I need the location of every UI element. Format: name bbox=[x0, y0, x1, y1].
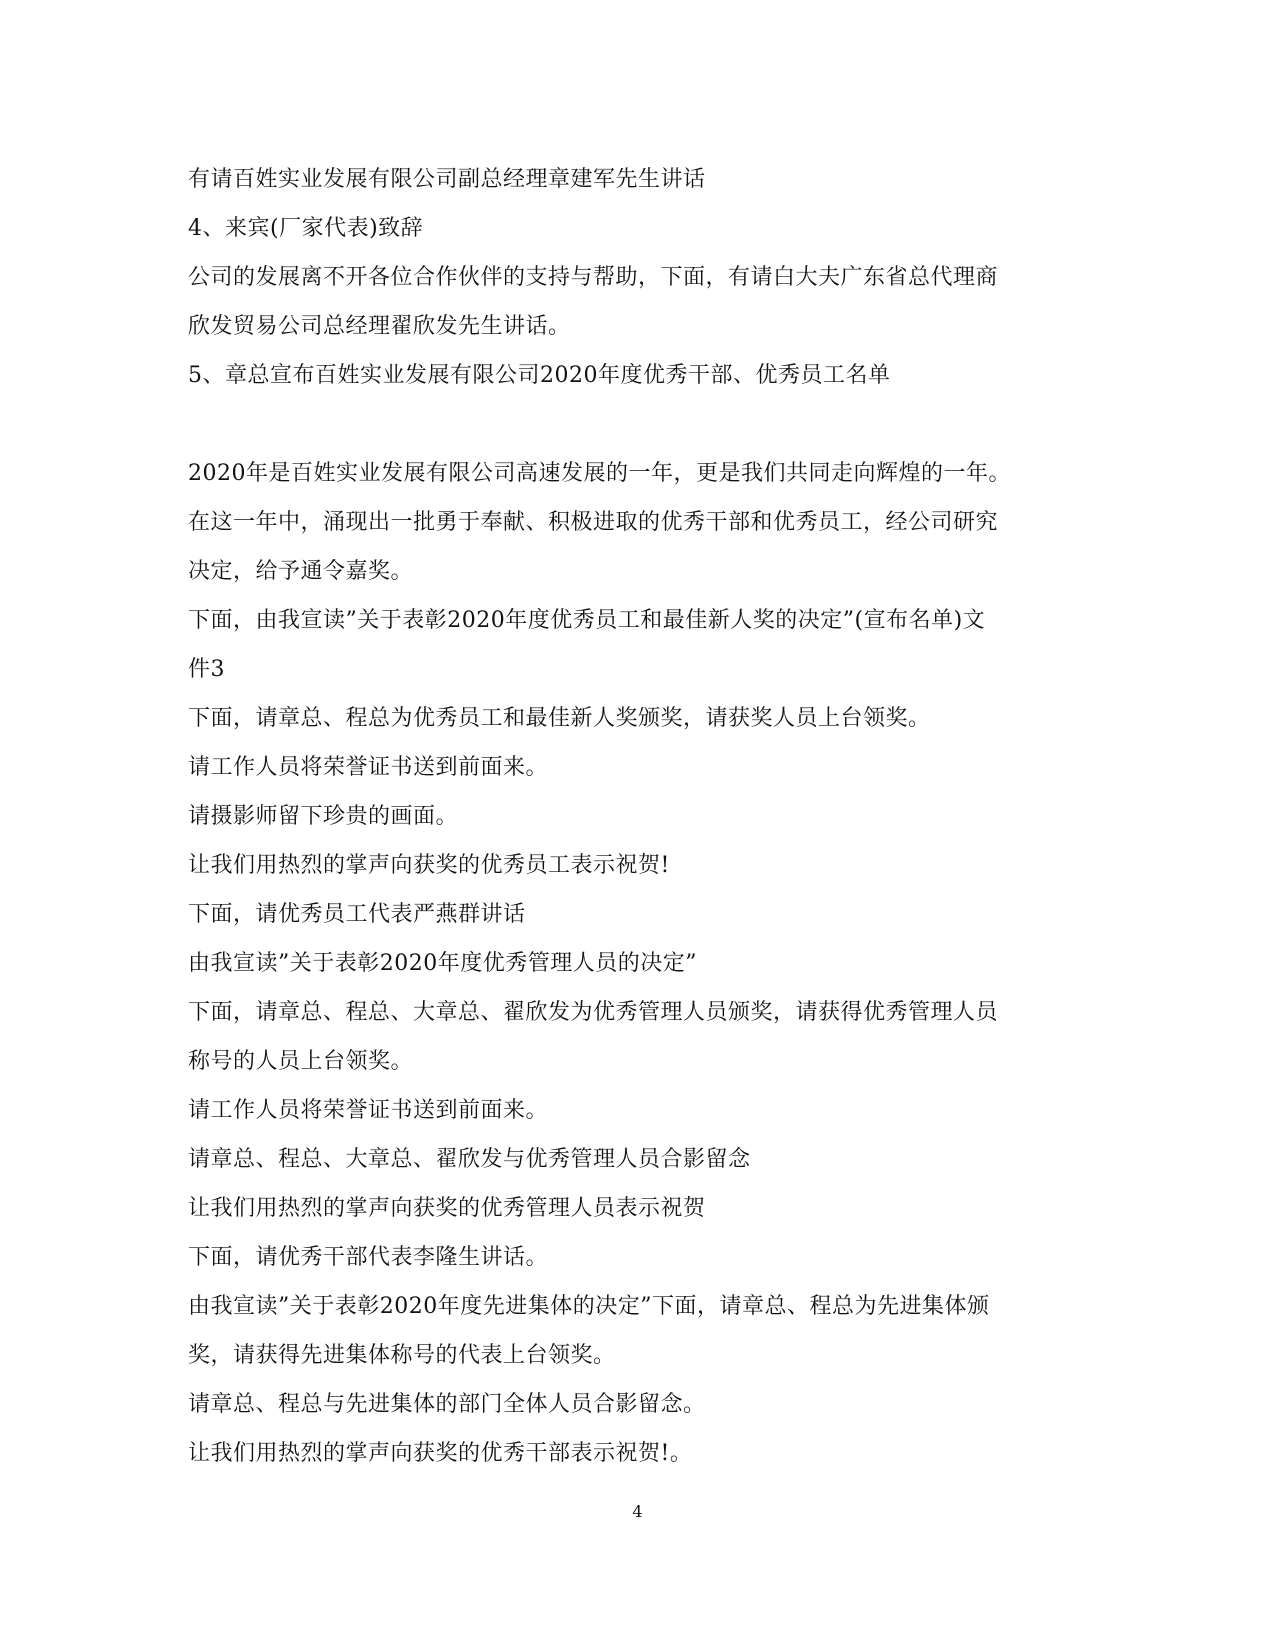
text-line: 请章总、程总、大章总、翟欣发与优秀管理人员合影留念 bbox=[188, 1147, 751, 1172]
text-line: 请章总、程总与先进集体的部门全体人员合影留念。 bbox=[188, 1392, 706, 1417]
text-line: 下面，请优秀干部代表李隆生讲话。 bbox=[188, 1245, 549, 1270]
paragraph-gap bbox=[188, 400, 1088, 449]
text-line: 请工作人员将荣誉证书送到前面来。 bbox=[188, 755, 549, 780]
text-line: 奖，请获得先进集体称号的代表上台领奖。 bbox=[188, 1343, 616, 1368]
text-line: 下面，请章总、程总为优秀员工和最佳新人奖颁奖，请获奖人员上台领奖。 bbox=[188, 706, 931, 731]
text-line: 公司的发展离不开各位合作伙伴的支持与帮助，下面，有请白大夫广东省总代理商 bbox=[188, 265, 999, 290]
text-line: 称号的人员上台领奖。 bbox=[188, 1049, 414, 1074]
text-line: 请工作人员将荣誉证书送到前面来。 bbox=[188, 1098, 549, 1123]
text-line: 请摄影师留下珍贵的画面。 bbox=[188, 804, 459, 829]
text-line: 让我们用热烈的掌声向获奖的优秀管理人员表示祝贺 bbox=[188, 1196, 706, 1221]
page-number: 4 bbox=[632, 1502, 643, 1521]
text-line: 有请百姓实业发展有限公司副总经理章建军先生讲话 bbox=[188, 167, 706, 192]
text-line: 在这一年中，涌现出一批勇于奉献、积极进取的优秀干部和优秀员工，经公司研究 bbox=[188, 510, 999, 535]
text-line: 下面，由我宣读”关于表彰2020年度优秀员工和最佳新人奖的决定”(宣布名单)文 bbox=[188, 608, 986, 633]
text-line: 让我们用热烈的掌声向获奖的优秀员工表示祝贺! bbox=[188, 853, 670, 878]
section-heading: 5、章总宣布百姓实业发展有限公司2020年度优秀干部、优秀员工名单 bbox=[188, 363, 891, 388]
document-body bbox=[188, 155, 1088, 1478]
text-line: 由我宣读”关于表彰2020年度优秀管理人员的决定” bbox=[188, 951, 697, 976]
text-line: 件3 bbox=[188, 657, 225, 682]
text-line: 让我们用热烈的掌声向获奖的优秀干部表示祝贺!。 bbox=[188, 1441, 693, 1466]
text-line: 下面，请优秀员工代表严燕群讲话 bbox=[188, 902, 526, 927]
text-line: 2020年是百姓实业发展有限公司高速发展的一年，更是我们共同走向辉煌的一年。 bbox=[188, 461, 1011, 486]
text-line: 决定，给予通令嘉奖。 bbox=[188, 559, 414, 584]
text-line: 由我宣读”关于表彰2020年度先进集体的决定”下面，请章总、程总为先进集体颁 bbox=[188, 1294, 990, 1319]
section-heading: 4、来宾(厂家代表)致辞 bbox=[188, 216, 424, 241]
text-line: 下面，请章总、程总、大章总、翟欣发为优秀管理人员颁奖，请获得优秀管理人员 bbox=[188, 1000, 999, 1025]
text-line: 欣发贸易公司总经理翟欣发先生讲话。 bbox=[188, 314, 571, 339]
